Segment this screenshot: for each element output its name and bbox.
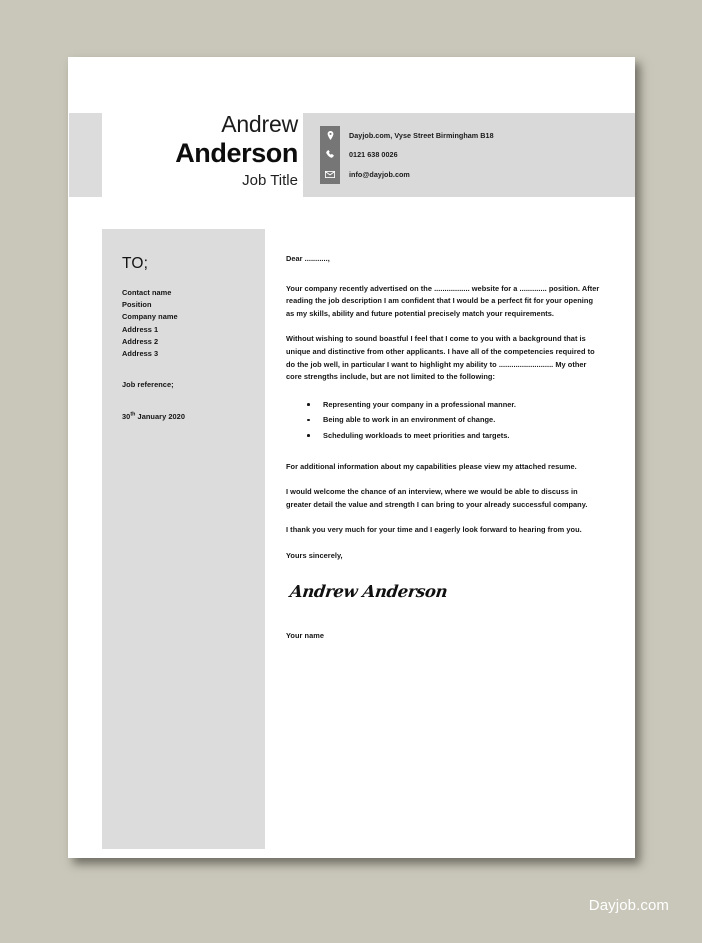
contact-email: info@dayjob.com — [349, 169, 410, 179]
location-pin-icon — [320, 126, 340, 145]
applicant-job-title: Job Title — [242, 172, 298, 189]
strengths-bullet-list — [286, 397, 601, 444]
your-name-label: Your name — [286, 630, 325, 640]
letter-date — [122, 412, 185, 421]
applicant-last-name: Anderson — [175, 138, 298, 168]
contact-icon-strip — [320, 126, 340, 184]
contact-address: Dayjob.com, Vyse Street Birmingham B18 — [349, 131, 494, 141]
recipient-company-name: Company name — [122, 312, 178, 322]
signature: Andrew Anderson — [288, 581, 449, 601]
letter-date-month-year: January 2020 — [135, 412, 185, 421]
letter-date-ordinal: th — [130, 411, 136, 418]
header-accent-block — [69, 113, 102, 197]
recipient-position: Position — [122, 300, 152, 310]
applicant-name-block — [108, 111, 298, 192]
body-paragraph-3: For additional information about my capabilities please view my attached resume. — [286, 461, 577, 471]
bullet-item: Representing your company in a professional manner. — [286, 397, 601, 413]
salutation: Dear ..........., — [286, 254, 330, 263]
contact-details-band — [303, 113, 635, 197]
contact-text-rows — [349, 126, 629, 184]
phone-icon — [320, 145, 340, 164]
recipient-address-2: Address 2 — [122, 336, 159, 346]
body-paragraph-5: I thank you very much for your time and I eagerly look forward to hearing from you. — [286, 525, 582, 535]
recipient-contact-name: Contact name — [122, 288, 172, 297]
envelope-icon — [320, 165, 340, 184]
recipient-address-block — [122, 287, 257, 360]
body-paragraph-4: I would welcome the chance of an interview, where we would be able to discuss in greater detail the value and strength I can bring to your already successful company. — [286, 487, 588, 509]
letter-body — [286, 253, 601, 640]
contact-phone: 0121 638 0026 — [349, 150, 398, 160]
job-reference-label: Job reference; — [122, 380, 174, 389]
footer-watermark: Dayjob.com — [588, 897, 669, 914]
applicant-first-name: Andrew — [221, 111, 298, 137]
closing-salutation: Yours sincerely, — [286, 550, 343, 560]
to-heading: TO; — [122, 255, 149, 272]
letter-header — [68, 113, 635, 197]
body-paragraph-1: Your company recently advertised on the ................. website for a ............. position. After reading the job description I am confident that I would be a perfect fit for your opening as my skills, ability and future potential precisely match your requirements. — [286, 283, 600, 318]
bullet-item: Scheduling workloads to meet priorities and targets. — [286, 428, 601, 444]
recipient-sidebar — [102, 229, 265, 849]
letter-page — [68, 57, 635, 858]
bullet-item: Being able to work in an environment of change. — [286, 412, 601, 428]
body-paragraph-2: Without wishing to sound boastful I feel that I come to you with a background that is unique and distinctive from other applicants. I have all of the competencies required to do the job well, in particular I want to highlight my ability to .......................... My other core strengths include, but are not limited to the following: — [286, 334, 595, 382]
recipient-address-1: Address 1 — [122, 324, 159, 334]
letter-date-day: 30 — [122, 412, 131, 421]
recipient-address-3: Address 3 — [122, 349, 159, 359]
